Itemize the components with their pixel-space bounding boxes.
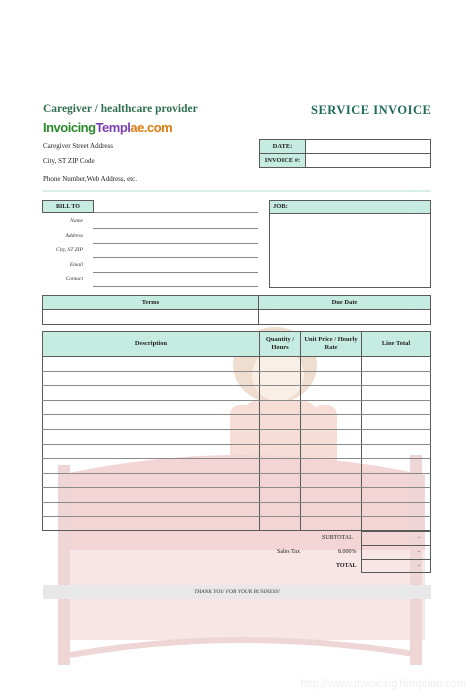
bill-to-email-label: Email <box>69 262 83 268</box>
invoice-number-field[interactable] <box>307 155 429 166</box>
table-row[interactable] <box>42 516 431 517</box>
divider <box>43 190 431 192</box>
invoice-title: SERVICE INVOICE <box>311 103 432 117</box>
date-field[interactable] <box>307 141 429 152</box>
logo-part-2: Templ <box>95 120 131 135</box>
table-row[interactable] <box>42 414 431 415</box>
job-label: JOB: <box>270 201 430 213</box>
logo-part-3: ae.com <box>130 120 173 135</box>
table-row[interactable] <box>42 429 431 430</box>
bill-to-label: BILL TO <box>42 200 94 213</box>
street-address: Caregiver Street Address <box>43 142 113 150</box>
sales-tax-rate[interactable]: 8.000% <box>338 549 357 555</box>
city-state-zip: City, ST ZIP Code <box>43 157 95 165</box>
total-value: - <box>418 563 420 569</box>
quantity-header: Quantity / Hours <box>260 332 300 356</box>
table-row[interactable] <box>42 458 431 459</box>
invoice-number-label: INVOICE #: <box>260 154 305 167</box>
thank-you-note: THANK YOU FOR YOUR BUSINESS! <box>43 585 431 599</box>
bill-to-contact-field[interactable] <box>93 286 258 287</box>
due-date-header: Due Date <box>259 296 430 309</box>
sales-tax-value: - <box>418 549 420 555</box>
table-row[interactable] <box>42 487 431 488</box>
subtotal-value: - <box>418 535 420 541</box>
table-row[interactable] <box>42 444 431 445</box>
table-row[interactable] <box>42 473 431 474</box>
subtotal-label: SUBTOTAL <box>322 535 353 541</box>
table-row[interactable] <box>42 400 431 401</box>
totals-box <box>361 531 431 573</box>
bill-to-name-label: Name <box>70 218 83 224</box>
company-name: Caregiver / healthcare provider <box>43 103 198 115</box>
table-row[interactable] <box>42 371 431 372</box>
description-header: Description <box>43 332 259 356</box>
due-date-field[interactable] <box>260 311 429 323</box>
date-label: DATE: <box>260 140 305 153</box>
total-label: TOTAL <box>336 563 357 569</box>
terms-field[interactable] <box>44 311 256 323</box>
bill-to-address-label: Address <box>65 233 83 239</box>
logo-part-1: Invoicing <box>43 120 96 135</box>
contact-info: Phone Number,Web Address, etc. <box>43 175 138 183</box>
bill-to-email-field[interactable] <box>93 272 258 273</box>
bill-to-name-field[interactable] <box>93 228 258 229</box>
line-total-header: Line Total <box>362 332 430 356</box>
bill-to-city-field[interactable] <box>93 257 258 258</box>
table-row[interactable] <box>42 385 431 386</box>
terms-header: Terms <box>43 296 258 309</box>
bill-to-contact-label: Contact <box>65 276 83 282</box>
table-row[interactable] <box>42 502 431 503</box>
unit-price-header: Unit Price / Hourly Rate <box>301 332 361 356</box>
bill-to-city-label: City, ST ZIP <box>56 247 83 253</box>
watermark: http://www.InvoicingTemplate.com <box>300 678 466 690</box>
bill-to-address-field[interactable] <box>93 243 258 244</box>
logo <box>43 120 172 135</box>
sales-tax-label: Sales Tax <box>277 549 300 555</box>
